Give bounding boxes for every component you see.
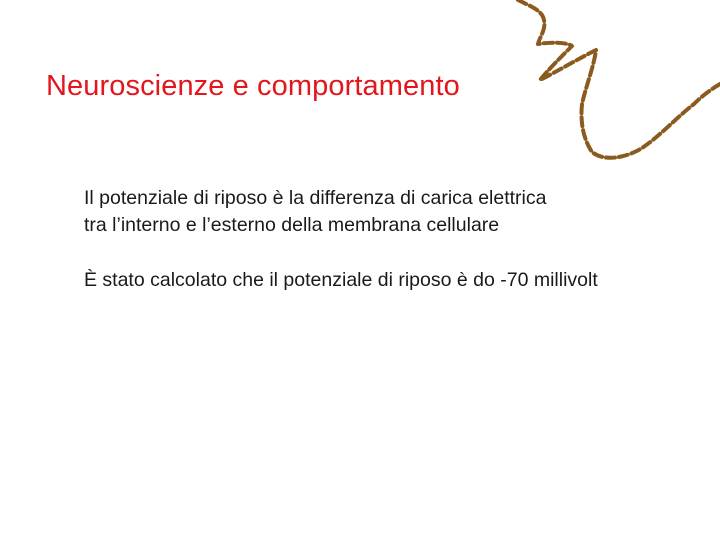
paragraph-line: È stato calcolato che il potenziale di riposo è do -70 millivolt [84, 269, 598, 291]
dashed-curve-path [518, 0, 720, 158]
paragraph-resting-potential-definition [84, 185, 704, 239]
paragraph-resting-potential-value [84, 267, 704, 294]
slide-title: Neuroscienze e comportamento [46, 70, 460, 102]
paragraph-line: tra l’interno e l’esterno della membrana cellulare [84, 214, 500, 236]
paragraph-line: Il potenziale di riposo è la differenza di carica elettrica [84, 187, 547, 209]
slide-body [84, 185, 704, 294]
